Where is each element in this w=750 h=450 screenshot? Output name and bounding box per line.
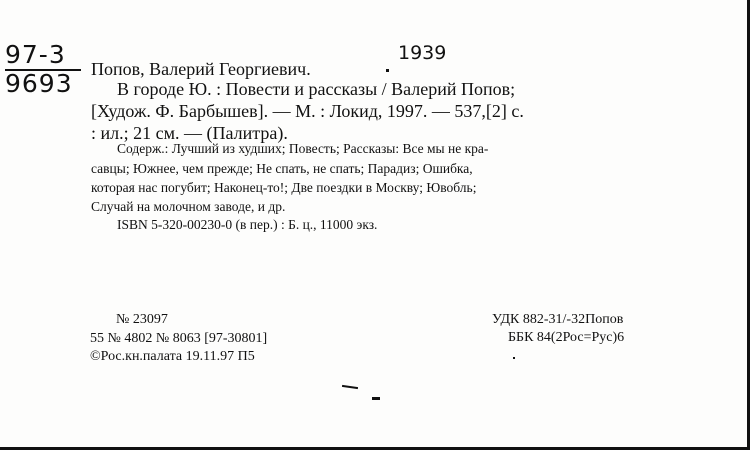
book-chamber-stamp: ©Рос.кн.палата 19.11.97 П5 <box>90 349 255 364</box>
record-number: № 23097 <box>116 312 168 327</box>
ink-dot <box>386 69 389 72</box>
registry-numbers: 55 № 4802 № 8063 [97-30801] <box>90 331 268 346</box>
call-number <box>5 42 81 97</box>
udk-classification: УДК 882-31/-32Попов <box>492 312 624 327</box>
contents-line: которая нас погубит; Наконец-то!; Две поездки в Москву; Ювобль; <box>91 180 477 195</box>
handwritten-year: 1939 <box>398 42 447 64</box>
call-number-bottom: 9693 <box>5 69 73 98</box>
contents-line: савцы; Южнее, чем прежде; Не спать, не спать; Парадиз; Ошибка, <box>91 161 473 176</box>
ink-mark <box>342 385 358 389</box>
title-line: В городе Ю. : Повести и рассказы / Валерий Попов; <box>117 79 516 99</box>
bbk-classification: ББК 84(2Рос=Рус)6 <box>508 330 625 345</box>
author-line: Попов, Валерий Георгиевич. <box>91 59 311 79</box>
ink-mark <box>372 397 380 400</box>
contents-line: Содерж.: Лучший из худших; Повесть; Рассказы: Все мы не кра- <box>117 141 489 156</box>
ink-dot <box>513 357 515 359</box>
physical-description-line: : ил.; 21 см. — (Палитра). <box>91 123 288 143</box>
call-number-top: 97-3 <box>5 42 81 71</box>
isbn-line: ISBN 5-320-00230-0 (в пер.) : Б. ц., 11000 экз. <box>117 217 378 232</box>
imprint-line: [Худож. Ф. Барбышев]. — М. : Локид, 1997. — 537,[2] с. <box>91 101 524 121</box>
contents-line: Случай на молочном заводе, и др. <box>91 199 286 214</box>
